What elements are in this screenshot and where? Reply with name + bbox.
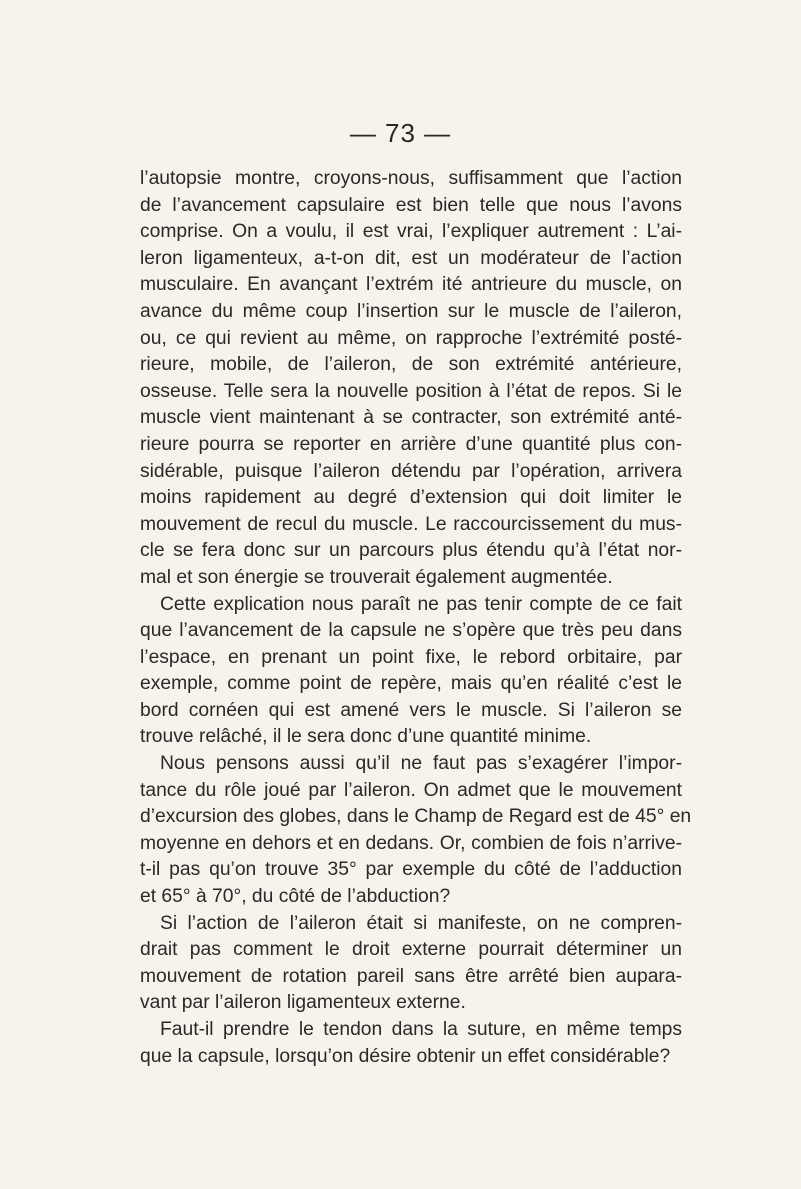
text-line: que l’avancement de la capsule ne s’opère que très peu dans	[140, 620, 682, 642]
text-line: vant par l’aileron ligamenteux externe.	[140, 992, 466, 1014]
text-line: drait pas comment le droit externe pourrait déterminer un	[140, 939, 682, 961]
text-line: tance du rôle joué par l’aileron. On admet que le mouvement	[140, 779, 682, 801]
text-line: mal et son énergie se trouverait également augmentée.	[140, 566, 613, 588]
text-line: mouvement de rotation pareil sans être arrêté bien aupara-	[140, 965, 682, 987]
text-line: rieure pourra se reporter en arrière d’une quantité plus con-	[140, 433, 682, 455]
text-line: cle se fera donc sur un parcours plus étendu qu’à l’état nor-	[140, 540, 682, 562]
text-line: Faut-il prendre le tendon dans la suture, en même temps	[160, 1019, 682, 1040]
text-line: muscle vient maintenant à se contracter, son extrémité anté-	[140, 407, 682, 429]
text-line: l’autopsie montre, croyons-nous, suffisamment que l’action	[140, 168, 682, 189]
text-line: leron ligamenteux, a-t-on dit, est un modérateur de l’action	[140, 247, 682, 269]
text-line: bord cornéen qui est amené vers le muscle. Si l’aileron se	[140, 699, 682, 721]
text-line: d’excursion des globes, dans le Champ de Regard est de 45° en	[140, 806, 692, 828]
text-line: sidérable, puisque l’aileron détendu par l’opération, arrivera	[140, 460, 682, 482]
text-line: osseuse. Telle sera la nouvelle position à l’état de repos. Si le	[140, 380, 682, 402]
text-line: et 65° à 70°, du côté de l’abduction?	[140, 886, 451, 908]
text-line: Si l’action de l’aileron était si manifeste, on ne compren-	[160, 912, 682, 934]
text-line: l’espace, en prenant un point fixe, le rebord orbitaire, par	[140, 646, 682, 668]
text-line: moins rapidement au degré d’extension qui doit limiter le	[140, 487, 682, 509]
text-line: mouvement de recul du muscle. Le raccourcissement du mus-	[140, 513, 682, 535]
page-number: — 73 —	[349, 118, 452, 148]
text-line: exemple, comme point de repère, mais qu’en réalité c’est le	[140, 673, 682, 695]
text-line: comprise. On a voulu, il est vrai, l’expliquer autrement : L’ai-	[140, 221, 682, 243]
text-line: trouve relâché, il le sera donc d’une quantité minime.	[140, 726, 592, 748]
text-line: Cette explication nous paraît ne pas tenir compte de ce fait	[160, 593, 682, 615]
text-line: de l’avancement capsulaire est bien telle que nous l’avons	[140, 194, 682, 216]
text-line: Nous pensons aussi qu’il ne faut pas s’exagérer l’impor-	[160, 753, 682, 775]
text-line: t-il pas qu’on trouve 35° par exemple du côté de l’adduction	[140, 859, 682, 881]
text-line: moyenne en dehors et en dedans. Or, combien de fois n’arrive-	[140, 832, 682, 854]
text-line: avance du même coup l’insertion sur le muscle de l’aileron,	[140, 300, 682, 322]
text-line: rieure, mobile, de l’aileron, de son extrémité antérieure,	[140, 354, 682, 376]
text-line: musculaire. En avançant l’extrém ité antrieure du muscle, on	[140, 274, 682, 296]
text-line: que la capsule, lorsqu’on désire obtenir un effet considérable?	[140, 1045, 671, 1067]
text-line: ou, ce qui revient au même, on rapproche l’extrémité posté-	[140, 327, 682, 349]
body-text	[140, 166, 692, 1070]
